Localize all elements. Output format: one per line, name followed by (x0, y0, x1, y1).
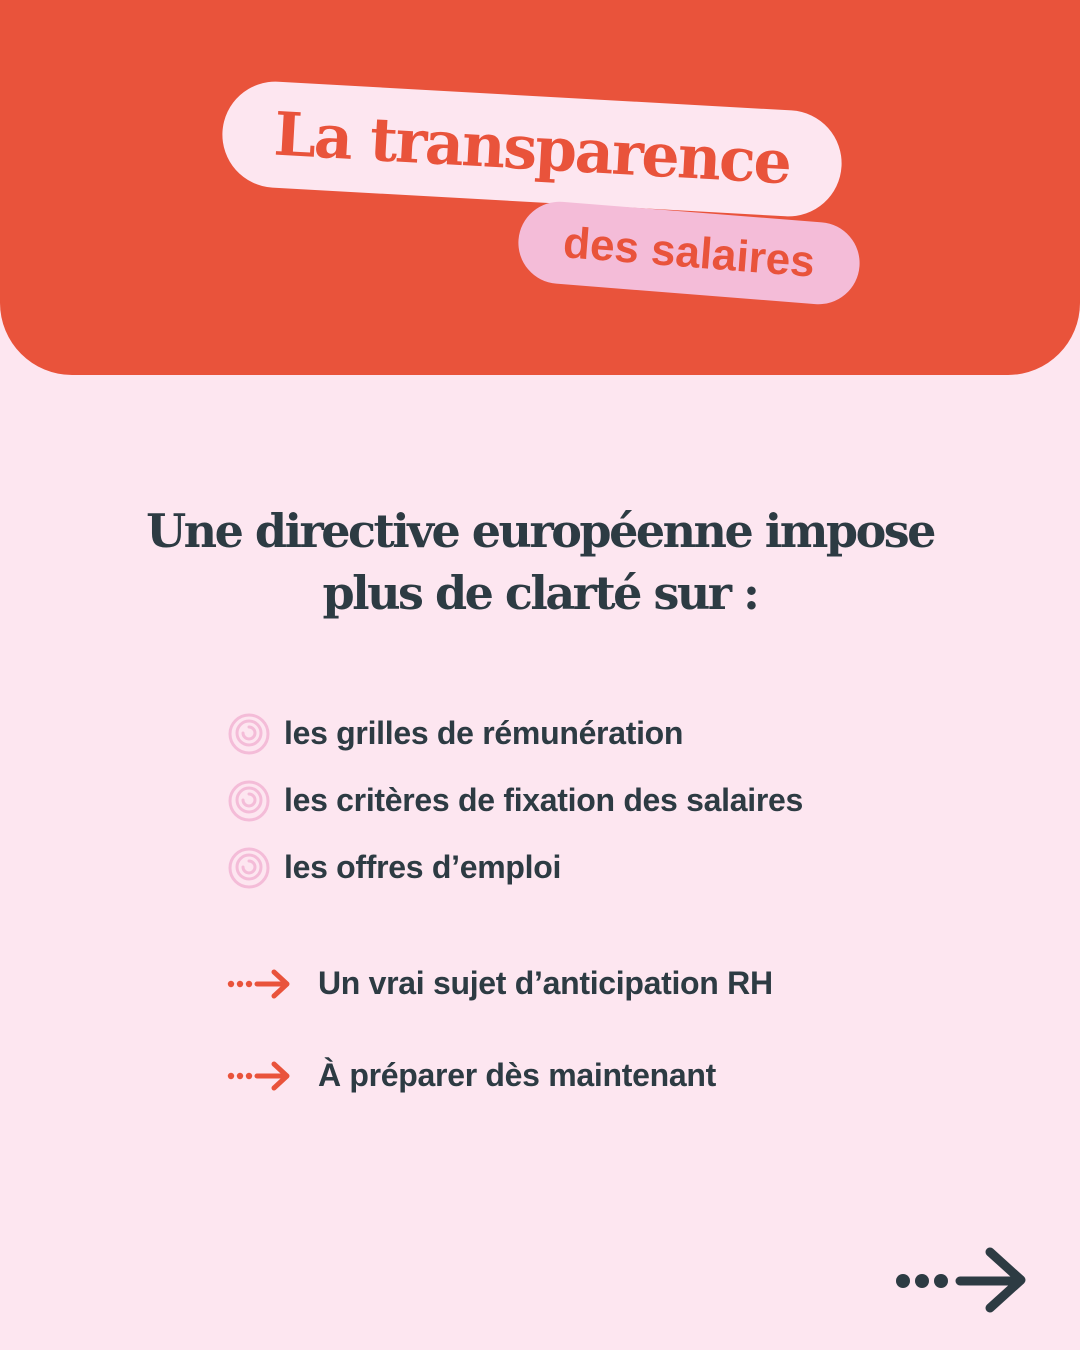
headline (0, 500, 1080, 624)
list-item (226, 767, 803, 834)
dotted-arrow-icon (226, 1058, 294, 1094)
callout-anticipation (226, 965, 773, 1002)
headline-line-1: Une directive européenne impose (146, 504, 934, 558)
list-item-label: les grilles de rémunération (284, 715, 684, 751)
bullet-list (226, 700, 803, 901)
headline-line-2: plus de clarté sur : (322, 566, 758, 620)
callout-label: À préparer dès maintenant (318, 1057, 716, 1093)
callout-label: Un vrai sujet d’anticipation RH (318, 965, 773, 1001)
spiral-icon (226, 711, 272, 757)
list-item (226, 834, 803, 901)
callout-prepare (226, 1057, 716, 1094)
next-arrow-icon[interactable] (892, 1244, 1032, 1314)
page-subtitle: des salaires (561, 218, 817, 287)
list-item (226, 700, 803, 767)
list-item-label: les offres d’emploi (284, 849, 562, 885)
spiral-icon (226, 778, 272, 824)
spiral-icon (226, 845, 272, 891)
page-title: La transparence (272, 99, 792, 199)
dotted-arrow-icon (226, 966, 294, 1002)
list-item-label: les critères de fixation des salaires (284, 782, 803, 818)
